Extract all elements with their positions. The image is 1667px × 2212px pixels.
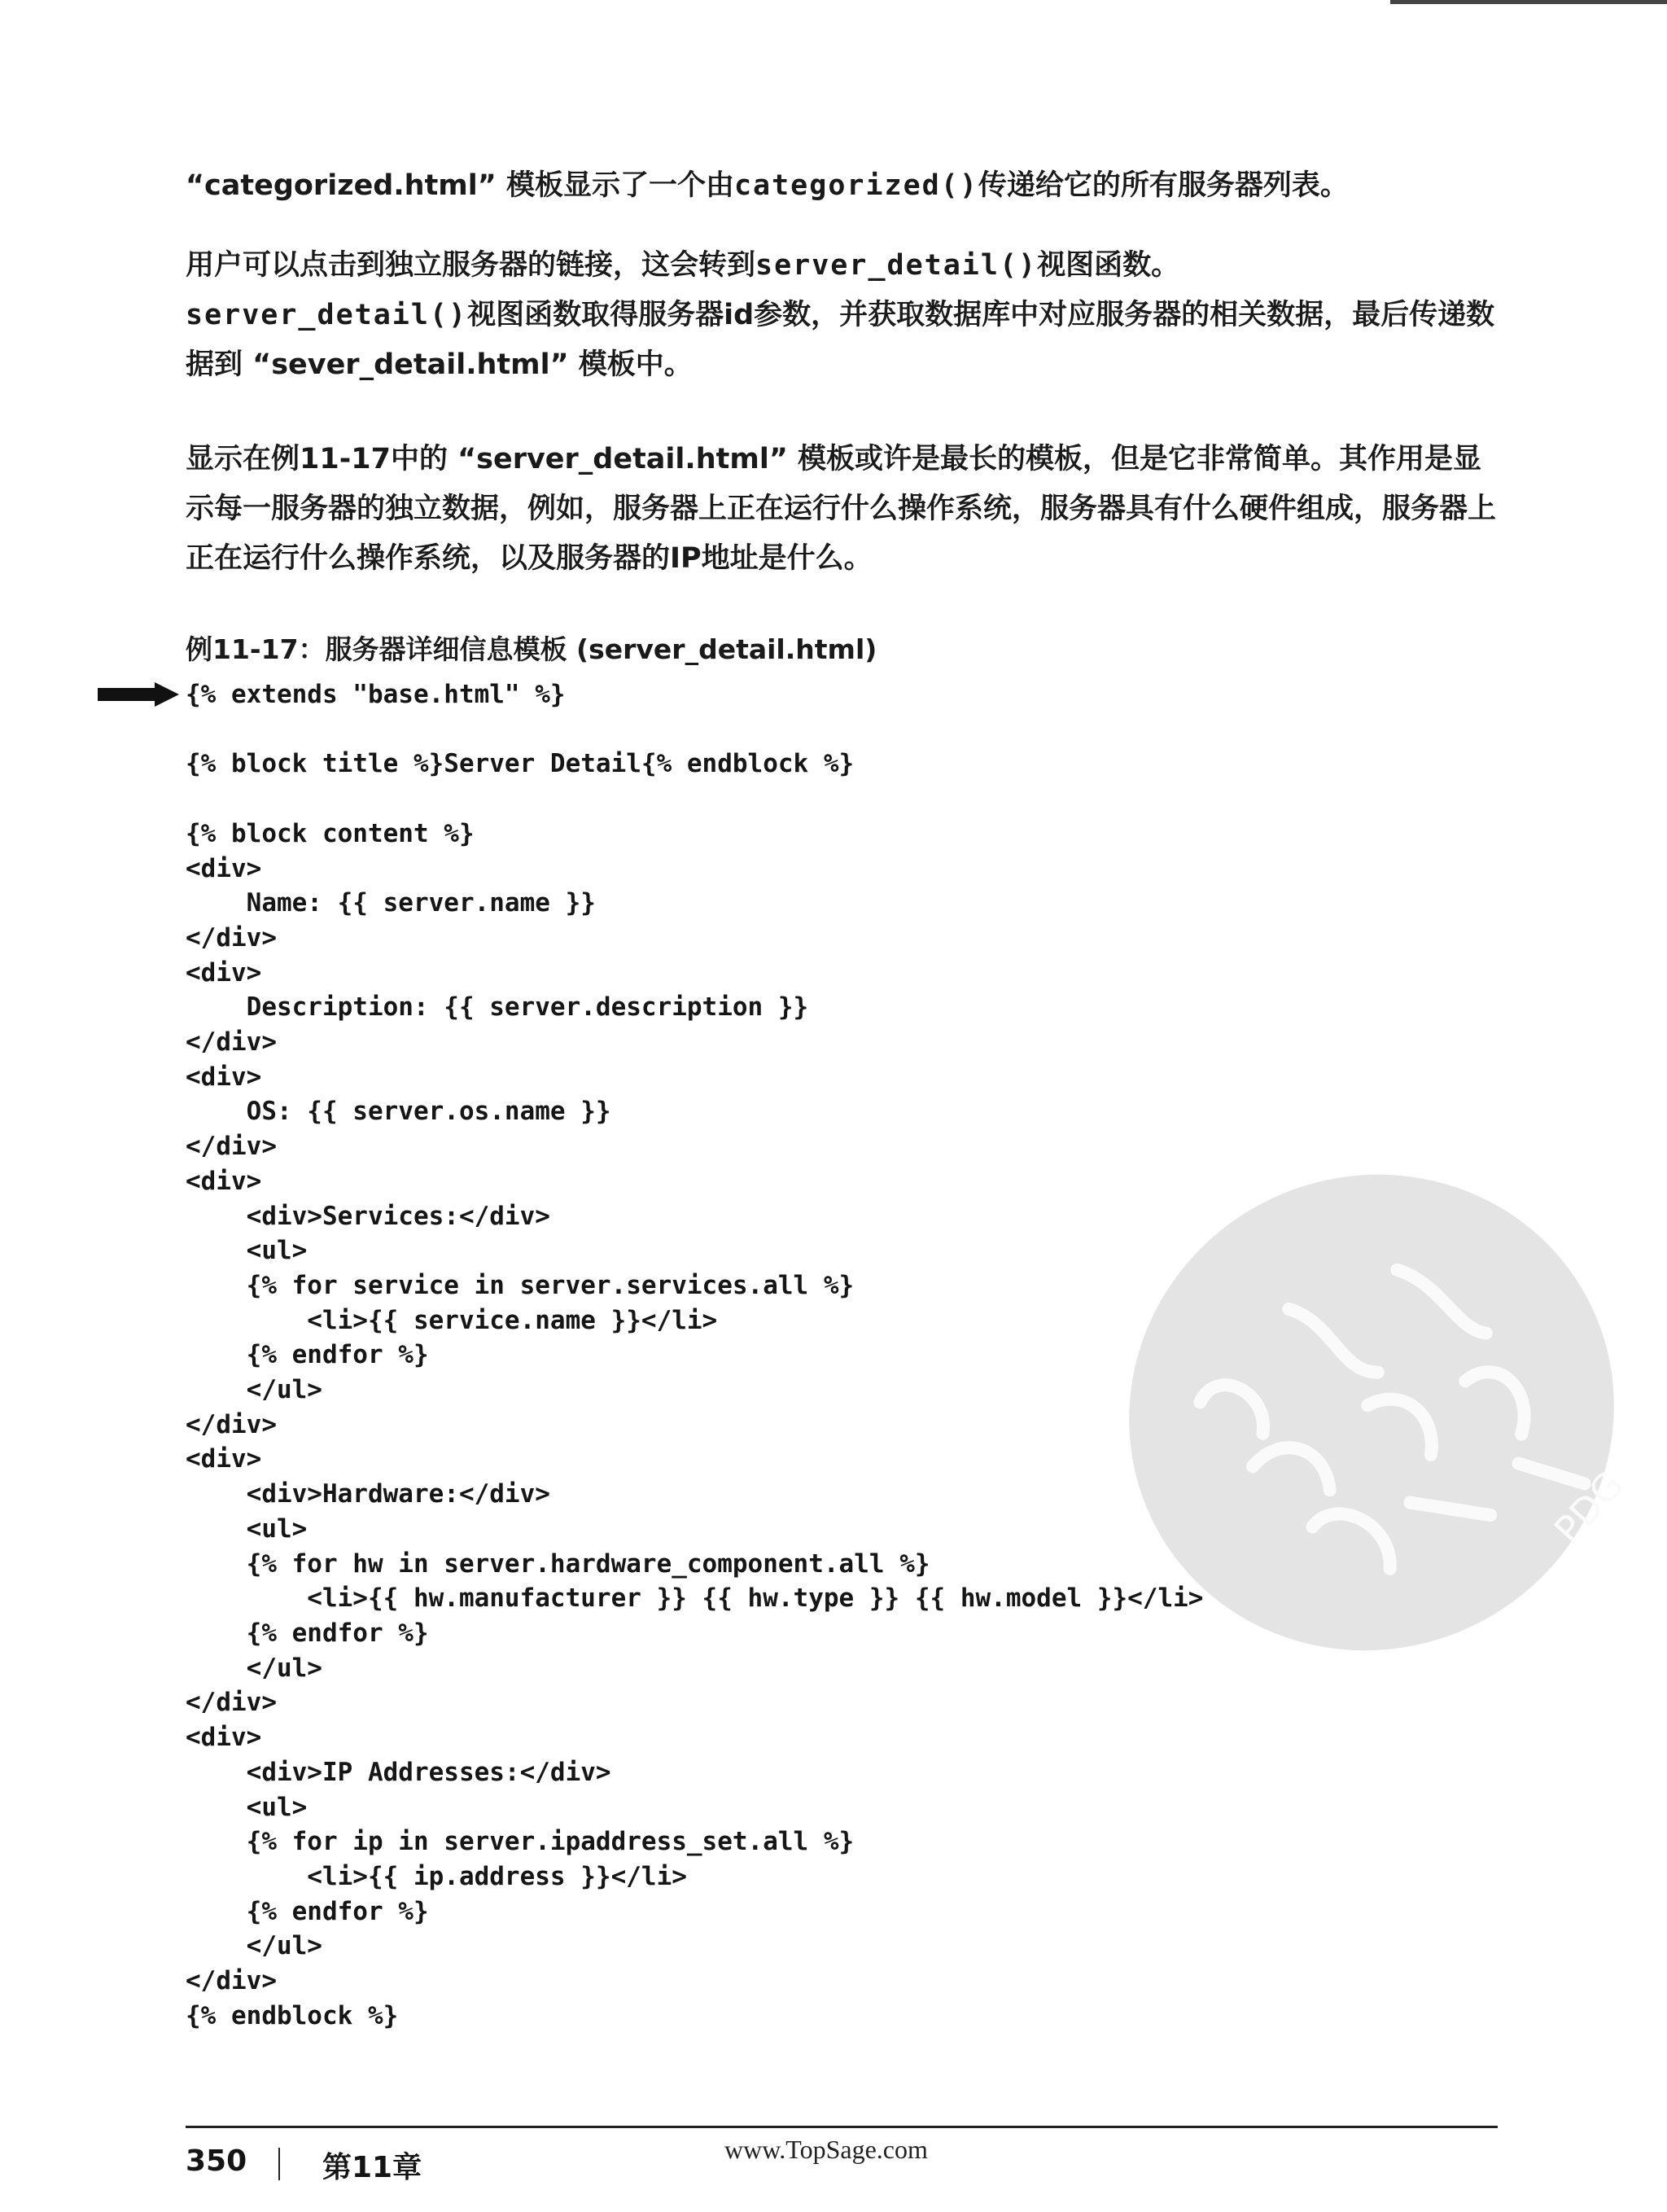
example-caption: 例11-17：服务器详细信息模板 (server_detail.html): [186, 633, 877, 665]
code-line: </div>: [186, 1966, 277, 1996]
code-line: Name: {{ server.name }}: [186, 888, 596, 918]
code-line: </div>: [186, 1688, 277, 1718]
code-line: <ul>: [186, 1513, 308, 1544]
code-line: <div>: [186, 1062, 262, 1092]
code-line: </div>: [186, 1132, 277, 1162]
code-line: {% endblock %}: [186, 2000, 399, 2030]
paragraph-2: [186, 241, 1496, 390]
top-edge-line: [1390, 0, 1667, 4]
code-line: </div>: [186, 922, 277, 953]
page-number: 350: [186, 2144, 247, 2178]
paragraph-2-text-a: 用户可以点击到独立服务器的链接，这会转到: [186, 249, 756, 282]
code-line: <div>Services:</div>: [186, 1201, 550, 1231]
code-line: {% for hw in server.hardware_component.all %}: [186, 1548, 930, 1579]
inline-code-categorized: categorized(): [733, 169, 978, 202]
paragraph-1-text-a: “categorized.html” 模板显示了一个由: [186, 169, 734, 202]
code-line: <div>: [186, 957, 262, 988]
website-url: www.TopSage.com: [724, 2135, 928, 2164]
code-listing: [186, 677, 1203, 2033]
code-line: <li>{{ service.name }}</li>: [186, 1305, 718, 1335]
paragraph-2-text-c: 视图函数取得服务器id参数，并获取数据库中对应服务器的相关数据，最后传递数据到 “sever_detail.html” 模板中。: [186, 299, 1495, 381]
code-line: </ul>: [186, 1375, 322, 1405]
code-line: <div>IP Addresses:</div>: [186, 1757, 611, 1787]
footer-separator: [278, 2148, 280, 2180]
code-line: <div>: [186, 853, 262, 883]
code-line: <div>Hardware:</div>: [186, 1479, 550, 1509]
code-line: <ul>: [186, 1236, 308, 1266]
margin-arrow-icon: [98, 681, 179, 708]
code-line: <li>{{ hw.manufacturer }} {{ hw.type }} {{ hw.model }}</li>: [186, 1583, 1204, 1614]
code-line: </div>: [186, 1027, 277, 1058]
code-line: Description: {{ server.description }}: [186, 992, 809, 1023]
paragraph-3: 显示在例11-17中的 “server_detail.html” 模板或许是最长的模板，但是它非常简单。其作用是显示每一服务器的独立数据，例如，服务器上正在运行什么操作系统，服务器具有什么硬件组成，服务器上正在运行什么操作系统，以及服务器的IP地址是什么。: [186, 443, 1497, 575]
code-line: </div>: [186, 1409, 277, 1439]
code-line: <div>: [186, 1166, 262, 1196]
code-line: <div>: [186, 1723, 262, 1753]
code-line: <div>: [186, 1444, 262, 1474]
code-line: {% endfor %}: [186, 1618, 429, 1648]
paragraph-2-text-b: 视图函数。: [1037, 249, 1180, 282]
code-line: {% endfor %}: [186, 1896, 429, 1926]
code-line: {% endfor %}: [186, 1340, 429, 1370]
code-line: </ul>: [186, 1931, 322, 1961]
code-line: {% block title %}Server Detail{% endblock %}: [186, 749, 855, 779]
paragraph-1-text-b: 传递给它的所有服务器列表。: [978, 169, 1349, 202]
watermark-text: PDG: [1545, 1462, 1632, 1553]
code-line: {% for service in server.services.all %}: [186, 1270, 855, 1300]
code-line: <li>{{ ip.address }}</li>: [186, 1861, 687, 1891]
code-line: OS: {{ server.os.name }}: [186, 1097, 611, 1127]
watermark-seal: [1103, 1136, 1640, 1689]
inline-code-server-detail: server_detail(): [755, 249, 1038, 282]
code-line: {% extends "base.html" %}: [186, 680, 566, 709]
code-line: </ul>: [186, 1653, 322, 1683]
footer-rule: [186, 2126, 1498, 2128]
code-line: {% for ip in server.ipaddress_set.all %}: [186, 1827, 855, 1857]
code-line: <ul>: [186, 1792, 308, 1822]
paragraph-1: [186, 161, 1496, 211]
inline-code-server-detail-2: server_detail(): [186, 299, 468, 331]
chapter-label: 第11章: [322, 2151, 422, 2184]
code-line: {% block content %}: [186, 818, 475, 848]
